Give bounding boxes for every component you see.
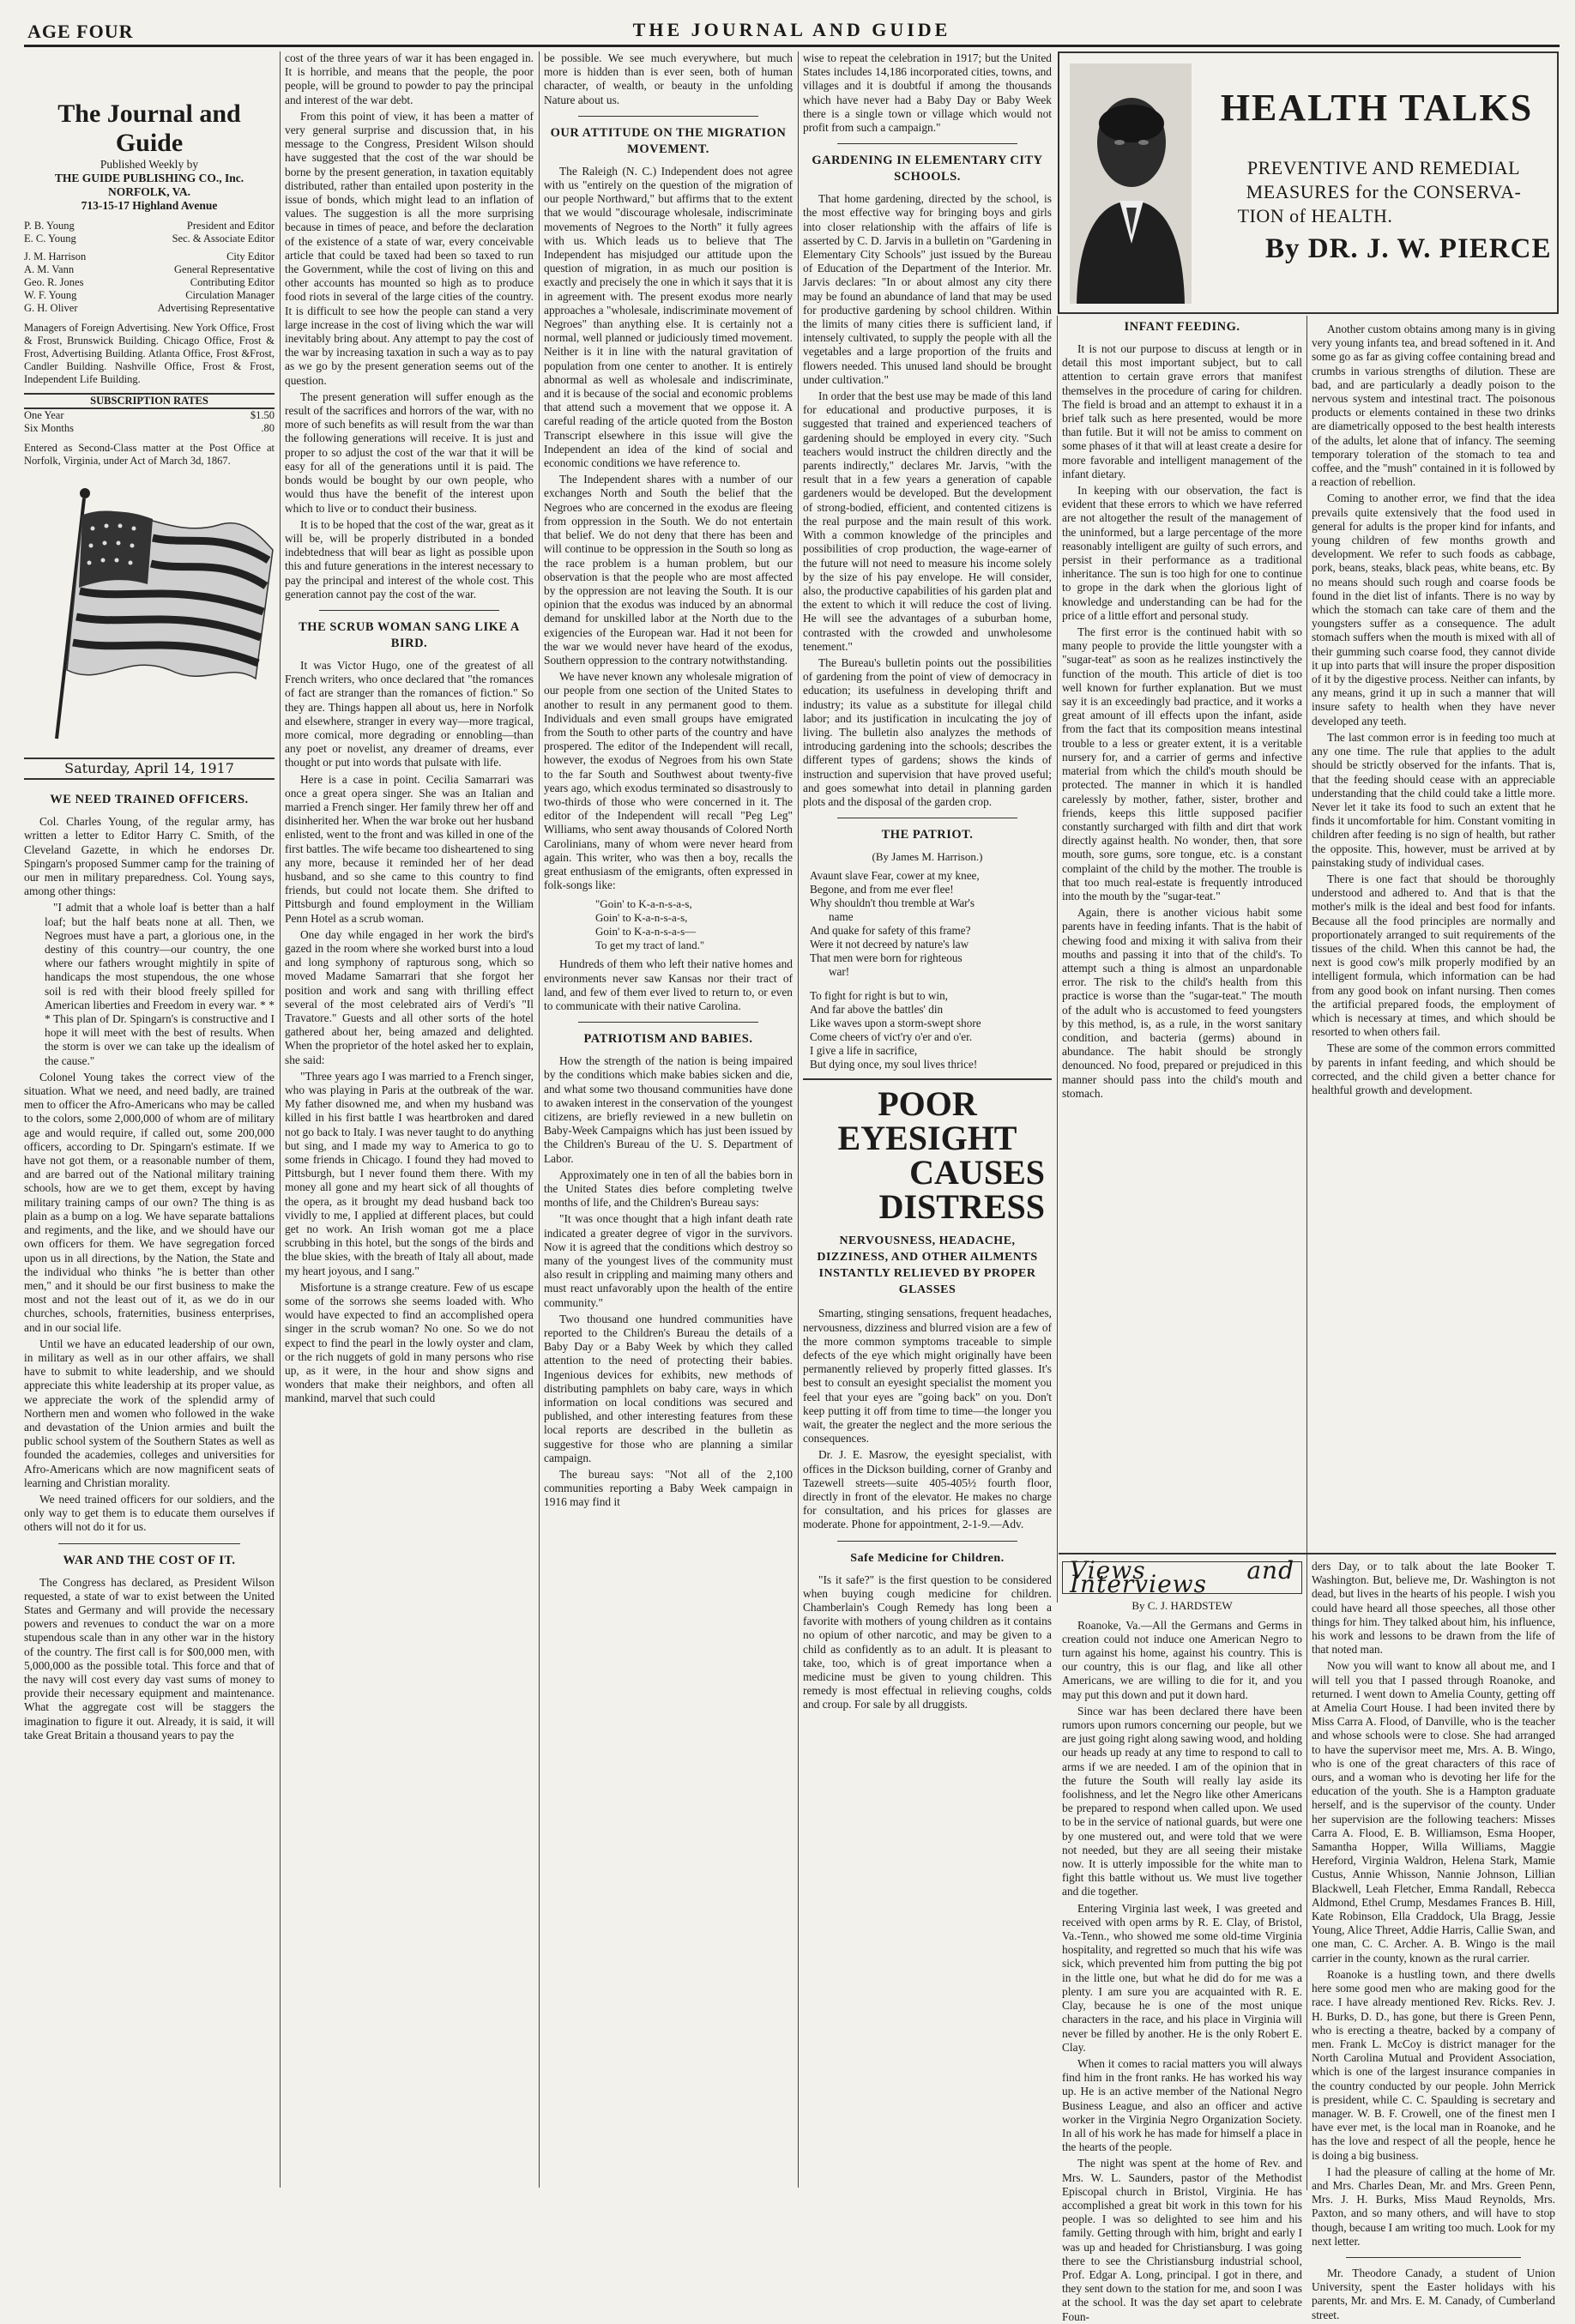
- article-paragraph: The bureau says: "Not all of the 2,100 communities reporting a Baby Week campaign in 1916 may find it: [544, 1468, 793, 1509]
- staff-row: P. B. Young President and Editor: [24, 220, 275, 232]
- headline-patriot-poem: THE PATRIOT.: [881, 828, 974, 842]
- article-quote: "I admit that a whole loaf is better than a half loaf; but the half beats none at all. Then, we Negroes must have a part, a glorious one, in the destiny of this country—our country, the one where our fathers wrought mightily in spite of handicaps the most stupendous, the one whose soil is red with their blood freely spilled for American liberties and Freedom in every war. * * * This plan of Dr. Spingarn's is constructive and I hope it will meet with the best of results. When the storm is over we can take up the idealism of the cause.": [45, 901, 275, 1067]
- divider: [58, 1543, 240, 1544]
- headline-scrub-woman: THE SCRUB WOMAN SANG LIKE A BIRD.: [299, 619, 520, 650]
- headline-safe-medicine: Safe Medicine for Children.: [850, 1551, 1005, 1565]
- article-paragraph: The Independent shares with a number of our exchanges North and South the belief that the Negroes who are concerned in the exodus are fleeing from oppression in the South. We do not entertain that belief. We do not deny that there has been and will continue to be oppression in the South so long as the race problem is a human problem, but our observation is that the people who are most affected by the oppression are not leaving the South. It is our opinion that the exodus was induced by an abnormal demand for unskilled labor at the North due to the exigencies of the European war. Had it not been for the war we would never have heard of the exodus, Southern oppression to the contrary notwithstanding.: [544, 473, 793, 667]
- song-line: To get my tract of land.": [595, 939, 705, 952]
- views-header: [1062, 1556, 1302, 1599]
- american-flag-illustration: [24, 481, 281, 747]
- article-paragraph: Dr. J. E. Masrow, the eyesight specialist, with offices in the Dickson building, corner of Granby and Tazewell streets—suite 405-405½ fourth floor, directly in front of the elevator. He makes no charge for consultation, and his prices for glasses are moderate. Phone for appointment, 2-1-9.—Adv.: [803, 1448, 1052, 1531]
- song-line: Goin' to K-a-n-s-a-s—: [595, 925, 697, 939]
- page-number: AGE FOUR: [27, 21, 134, 42]
- staff-row: G. H. Oliver Advertising Representative: [24, 302, 275, 314]
- folio-bar: [24, 15, 1560, 47]
- poem-body: Avaunt slave Fear, cower at my knee, Begone, and from me ever flee! Why shouldn't thou tremble at War's name And quake for safety of this frame? Were it not decreed by nature's law That men were born for righteous war! To fight for right is but to win, And far above the battles' din Like waves upon a storm-swept shore Come cheers of vict'ry o'er and o'er. I give a life in sacrifice, But dying once, my soul lives thrice!: [810, 869, 981, 1071]
- article-paragraph: Colonel Young takes the correct view of the situation. What we need, and need badly, are trained men to officer the Afro-Americans who may be called to the colors, some 2,000,000 of whom are of military age and would require, if called out, some 200,000 officers, according to Dr. Spingarn's estimate. If we have not got them, or a reasonable number of them, and are barred out of the National military training schools, how are we to get them, except by having military training camps of our own? The thing is as plain as a bump on a log. We have separate battalions and regiments, and the like, and we should have our own officers for them. We have segregation forced upon us in all directions, by the Nation, the State and the individual who thinks "he is better than other men," and it should be our first business to make the most and not the least out of it, as we do in our churches, schools, fraternities, business enterprises, and in our social life.: [24, 1070, 275, 1334]
- eyesight-ad-title: POOR EYESIGHT CAUSES DISTRESS: [837, 1084, 1045, 1227]
- column-4: [803, 51, 1052, 2188]
- column-7: [1062, 1556, 1302, 2323]
- article-paragraph: Mr. Theodore Canady, a student of Union University, spent the Easter holidays with his parents, Mr. and Mrs. E. M. Canady, of Cumberland street.: [1312, 2266, 1555, 2321]
- headline-gardening: GARDENING IN ELEMENTARY CITY SCHOOLS.: [812, 154, 1043, 184]
- headline-infant-feeding: INFANT FEEDING.: [1124, 320, 1240, 334]
- article-paragraph: We need trained officers for our soldiers, and the only way to get them is to educate them ourselves if others will not do it for us.: [24, 1492, 275, 1534]
- article-paragraph: be possible. We see much everywhere, but much more is hidden than is ever seen, both of human character, of wealth, or beauty in the unfolding Nature about us.: [544, 51, 793, 106]
- folk-song: [544, 897, 793, 952]
- health-talks-byline: By DR. J. W. PIERCE: [1265, 233, 1552, 264]
- subscription-rates: [24, 393, 275, 435]
- staff-row: E. C. Young Sec. & Associate Editor: [24, 232, 275, 244]
- article-paragraph: The night was spent at the home of Rev. and Mrs. W. L. Saunders, pastor of the Methodist Episcopal church in Bristol, Virginia. He has accomplished a great bit work in this town for his people. I was so delighted to see him and his family. Getting through with him, bright and early I was up and headed for Christiansburg. I was going there to see the Christiansburg industrial school, Prof. Edgar A. Long, principal. I got in there, and they sent down to the station for me, and soon I was at the school. It was the day set apart to celebrate Foun-: [1062, 2157, 1302, 2323]
- article-paragraph: Another custom obtains among many is in giving very young infants tea, and bread softened in it. And some go as far as giving coffee containing bread and crumbs in various strengths of dilution. These are bad, and are particularly a deadly poison to the nervous system and intestinal tract. The poisonous products or elements contained in these two drinks are diametrically opposed to the best health interests of the adults, let alone that of infancy. The seeming temporary toleration of the stomach to tea and coffee, and the "mush" contained in it is followed by a reaction of rebellion.: [1312, 323, 1555, 489]
- divider: [578, 1022, 758, 1023]
- article-paragraph: "Is it safe?" is the first question to be considered when buying cough medicine for children. Chamberlain's Cough Remedy has long been a favorite with mothers of young children as it contains no opium of other narcotic, and may be given to a child as confidently as to an adult. It is pleasant to take, too, which is of great importance when a medicine must be given to young children. This remedy is most effectual in relieving coughs, colds and croup. For sale by all druggists.: [803, 1572, 1052, 1711]
- divider: [837, 1541, 1017, 1542]
- article-paragraph: The Bureau's bulletin points out the possibilities of gardening from the point of view of democracy in education; its usefulness in developing thrift and industry; its value as a substitute for illegal child labor; and its justification in inculcating the joy of living. The bulletin also analyzes the methods of introducing gardening into the schools; describes the different types of gardens; shows the kinds of instruction and supervision that have proved useful; and goes somewhat into detail in planning garden plots and the disposal of the garden crop.: [803, 655, 1052, 808]
- article-paragraph: Coming to another error, we find that the idea prevails quite extensively that the food used in general for adults is the proper kind for infants, and young children of few months growth and development. We refer to such foods as cabbage, pork, beans, steaks, black peas, white beans, etc. By no means should such rough and coarse foods be found in the diet list of infants. There is no way by which the stomach can take care of them and the youngsters suffer as a consequence. The adult stomach suffers when the mouth is mixed with all of their gumming such coarse food, they cannot divide it up into parts that will insure the proper disposition of it by the digestive process. Neither can infants, by any means, grind it up in such a manner that will insure safety to health when they have never developed any teeth.: [1312, 492, 1555, 727]
- article-paragraph: wise to repeat the celebration in 1917; but the United States includes 14,186 incorporated cities, towns, and villages and it is doubtful if among the thousands which have never had a Baby Day or Baby Week there is a single town or village which would not profit from such a campaign.": [803, 51, 1052, 135]
- article-paragraph: In order that the best use may be made of this land for educational and productive purposes, it is suggested that trained and experienced teachers of gardening should be employed in every city. "Such teachers would instruct the children directly and the parents indirectly," declares Mr. Jarvis, "with the result that in a few years a generation of capable gardeners would be developed. But the development of strong-bodied, efficient, and contented citizens is the real purpose and the main result of this work. With a common knowledge of the principles and possibilities of crop production, the wage-earner of the future will not need to measure his income solely by the size of his pay envelope. He will consider, also, the productive capabilities of his garden plat and the extent to which it will reduce the cost of living. He will see the advantages of a suburban home, contrasted with the crowded and unwholesome tenement.": [803, 389, 1052, 653]
- health-talks-title: HEALTH TALKS: [1220, 87, 1534, 129]
- column-rule: [1306, 1560, 1307, 2190]
- advertising-agents: Managers of Foreign Advertising. New York Office, Frost & Frost, Brunswick Building. Chicago Office, Frost & Frost, Advertising Building. Atlanta Office, Frost &Frost, Candler Building. Nashville Office, Frost & Frost, Independent Life Building.: [24, 322, 275, 385]
- article-paragraph: Here is a case in point. Cecilia Samarrari was once a great opera singer. She was an Italian and married a French singer. Her family threw her off and disinherited her. When the war broke out her husband enlisted, went to the front and was killed in one of the first battles. The wife became too disheartened to sing any more, because it reminded her of her dead husband, and so she came to this country to find friends, but could not locate them. She drifted to Pittsburgh and found employment in the William Penn Hotel as a scrub woman.: [285, 772, 534, 925]
- rates-title: SUBSCRIPTION RATES: [24, 393, 275, 409]
- divider: [803, 1078, 1052, 1080]
- column-rule: [798, 51, 799, 2188]
- health-talks-banner: [1058, 51, 1559, 314]
- song-line: "Goin' to K-a-n-s-a-s,: [595, 897, 692, 911]
- staff-row: J. M. Harrison City Editor: [24, 251, 275, 263]
- views-byline: By C. J. HARDSTEW: [1131, 1599, 1233, 1613]
- flag-icon: [24, 481, 281, 747]
- headline-patriotism: PATRIOTISM AND BABIES.: [583, 1032, 753, 1047]
- article-paragraph: One day while engaged in her work the bird's gazed in the room where she worked burst into a loud and long symphony of rapturous song, which so moved Madame Samarrari that she forgot her position and work and sang with thrilling effect several of the most celebrated airs of Verdi's "Il Travatore." Guests and all other sorts of the hotel gathered about her, being amazed and delighted. When the proprietor of the hotel asked her to explain, she said:: [285, 927, 534, 1066]
- column-5: [1062, 317, 1302, 1544]
- article-paragraph: Roanoke is a hustling town, and there dwells here some good men who are making good for the race. I have already mentioned Rev. Ricks. Rev. J. H. Burks, D. D., has gone, but there is Green Penn, who is erecting a theatre, backed by a company of men. Frank L. McCoy is district manager for the North Carolina Mutual and Provident Association, which is one of the largest insurance companies in the country conducted by our people. John Merrick is president, while C. C. Spaulding is secretary and manager. W. B. F. Crowell, one of the finest men I have ever met, is the local man in Roanoke, and he has the love and respect of all the people, hence he is doing a big business.: [1312, 1967, 1555, 2162]
- article-paragraph: Entering Virginia last week, I was greeted and received with open arms by R. E. Clay, of Bristol, Va.-Tenn., who showed me some old-time Virginia hospitality, and regretted so much that his wife was sick, which prevented him from putting the big pot in the little one, but what he did do for me was a plenty. I am sure you are acquainted with R. E. Clay, because he is one of the most unique characters in the race, and his place in Virginia will never be filled by another. He is the only Robert E. Clay.: [1062, 1901, 1302, 2054]
- staff-row: W. F. Young Circulation Manager: [24, 289, 275, 301]
- staff-row: Geo. R. Jones Contributing Editor: [24, 276, 275, 288]
- poem-byline: (By James M. Harrison.): [872, 850, 983, 864]
- article-paragraph: Now you will want to know all about me, and I will tell you that I passed through Roanoke, and returned. I went down to Amelia County, getting off at Amelia Court House. I had been invited there by Miss Carra A. Flood, of Danville, who is the teacher and whose schools were to close. She had arranged to have the supervisor meet me, Mrs. A. B. Wingo, who is one of the great characters of this race of ours, and a woman who is devoting her life for the education of the youth. She is a Hampton graduate herself, and is the supervisor of the county. Under her supervision are the following teachers: Misses Carra A. Flood, E. B. Williamson, Esma Hooper, Samantha Hopper, Willa Williams, Maggie Hereford, Virginia Waldron, Helena Stark, Mamie Custus, Annie Whisson, Nannie Johnson, Lillian Blackwell, Leah Fletcher, Emma Randall, Rebecca Aldmond, Ethel Crump, Mesdames Frances B. Hill, Kate Robinson, Ella Craddock, Ula Bragg, Jessie Young, Alice Threet, Addie Harris, Callie Swan, and one man, C. C. Archer. A. B. Wingo is the mail carrier in the county, known as the rural carrier.: [1312, 1659, 1555, 1965]
- article-paragraph: Misfortune is a strange creature. Few of us escape some of the sorrows she seems loaded with. Who would have expected to find an accomplished opera singer in the scrub woman? No one. So we do not expect to find the pearl in the lowly oyster and clam, or the rich nuggets of gold in many persons who rise up, as it were, in the hour and show signs and wonders that make their neighbors, and often all mankind, marvel that such could: [285, 1280, 534, 1405]
- divider: [319, 610, 499, 611]
- article-paragraph: It is not our purpose to discuss at length or in detail this most important subject, but to call attention to certain grave errors that manifest themselves in the procedure of caring for children. The field is broad and an attempt to exhaust it in a brief talk such as here presented, would be more than futile. But it will not be amiss to comment on some phases of it that will at least create a desire for more favorable and intelligent management of the infant dietary.: [1062, 342, 1302, 480]
- article-paragraph: The Raleigh (N. C.) Independent does not agree with us "entirely on the question of the migration of our people Northward," but affirms that to the extent that we would "discourage wholesale, indiscriminate movements of Negroes to the North" it fully agrees with us. Which leads us to believe that The Independent has misjudged our attitude upon the question of migration, in as much our position is exactly and precisely the one in which it says that it is in agreement with. The present exodus more nearly approaches a "wholesale, indiscriminate movement of Negroes" than anything else. It is certainly not a normal, well planned or judiciously timed movement. Neither is it in line with the natural gravitation of population from one center to another. It is entirely abnormal as well as wholesale and indiscriminate, and it is because of the social and economic problems that attend such a movement that we oppose it. A careful reading of the article quoted from the Boston Transcript elsewhere in this issue will give the Independent an idea of the kind of social and economic conditions we have reference to.: [544, 164, 793, 470]
- article-paragraph: That home gardening, directed by the school, is the most effective way for bringing boys and girls into closer relationship with the affairs of life is asserted by C. D. Jarvis in a bulletin on "Gardening in Elementary City Schools" just issued by the Bureau of Education of the Department of the Interior. Mr. Jarvis declares: "In or about almost any city there may be found an abundance of land that may be used for productive gardening by school children. Within the limits of many cities there is sufficient land, if intensely cultivated, to supply the people with all the vegetables and a large proportion of the fruits and flowers needed. This unused land should be brought under cultivation.": [803, 192, 1052, 386]
- article-paragraph: "It was once thought that a high infant death rate indicated a greater degree of vigor in the survivors. Now it is agreed that the conditions which destroy so many of the youngest lives of the community must also result in crippling and maiming many others and must react unfavorably upon the health of the entire community.": [544, 1212, 793, 1309]
- masthead-title: The Journal and Guide: [57, 100, 241, 157]
- masthead-address: 713-15-17 Highland Avenue: [81, 199, 218, 212]
- article-paragraph: It was Victor Hugo, one of the greatest of all French writers, who once declared that "the romances of fact are stranger than the romances of fiction." So they are. Things happen all about us, here in Norfolk and elsewhere, stranger in every way—more tragical, more comical, more degrading or ennobling—than any poet or novelist, any dreamer of dreams, ever thought or put into words that pulsate with life.: [285, 658, 534, 770]
- article-paragraph: From this point of view, it has been a matter of very general surprise and discussion that, in his message to the Congress, President Wilson should have suggested that the cost of the war should be borne by the present generation, in taxation equitably distributed, rather than entailed upon posterity in the issue of bonds, which might lead to an inflation of values. The suggestion is all the more surprising because in times of peace, and before the declaration of the existence of a state of war, every conceivable article that could be taxed had been so taxed to run the Government, while the cost of living on this and other accounts has mounted so high as to produce food riots in several of the large cities of the country. It is difficult to see how the people can stand a very large increase in the cost of living which the war will inevitably bring about. Any attempt to pay the cost of the war by increasing taxation in such a way as to pay as we go by the present generation seems out of the question.: [285, 109, 534, 387]
- divider: [578, 116, 758, 117]
- article-paragraph: Approximately one in ten of all the babies born in the United States dies before completing twelve months of life, and the Children's Bureau says:: [544, 1168, 793, 1210]
- article-paragraph: In keeping with our observation, the fact is evident that these errors to which we have referred are not altogether the result of the management of the uninformed, but a large percentage of the more reasonably intelligent are guilty of such errors, and persist in their performance as a traditional inheritance. The sun is too high for one to continue to grope in the dark when the glorious light of knowledge and understanding can be had for the price of a little effort and personal study.: [1062, 484, 1302, 622]
- article-paragraph: The present generation will suffer enough as the result of the sacrifices and horrors of the war, with no more of such benefits as will result from the war than the following generations will receive. It is just and proper to so adjust the cost of the war that it will be easy for all of the generations until it is paid. The bonds would be bought by our own people, who would thus have the benefit of the interest upon which to live or to conduct their business.: [285, 389, 534, 515]
- column-rule: [280, 51, 281, 2188]
- column-6: [1312, 317, 1555, 1544]
- rate-row: One Year $1.50: [24, 409, 275, 421]
- column-1: [24, 51, 275, 2188]
- views-divider: [1059, 1553, 1556, 1554]
- article-paragraph: There is one fact that should be thoroughly understood and adhered to. And that is that the mother's milk is the ideal and best food for infants. Because all the food principles are normally and proportionately arranged to suit requirements of the tissues of the child. When this cannot be had, the next is good cow's milk properly modified by an intelligent formula, which information can be had from any good book on infant nursing. Then comes the artificial prepared foods, the employment of which is necessary at times, and which should be resorted to when others fail.: [1312, 872, 1555, 1039]
- column-2: [285, 51, 534, 2188]
- article-paragraph: Again, there is another vicious habit some parents have in feeding infants. That is the habit of chewing food and mixing it with saliva from their mouths and passing it into that of the child's. To attempt such a thing is almost an unpardonable error. The risk to the child's health from this practice is worse than the "sugar-teat." The mouth of the adult who is accustomed to feed youngsters by this method, is, as a rule, in the worst sanitary condition, and bacteria (germs) abound in abundance. The habit should be strongly denounced. No food, prepared or prejudiced in this manner should pass into the child's mouth and stomach.: [1062, 906, 1302, 1100]
- article-paragraph: The first error is the continued habit with so many people to provide the little youngster with a "sugar-teat" as soon as he realizes instinctively the function of the mouth. This article of diet is too well known for further explanation. But we must say it is an exceedingly bad practice, and it works a great amount of ill effects upon the infant, aside from the fact that its composition means intestinal trouble to a less or greater extent, it is a veritable nursery for, and a carrier of germs and infective material from which the child's mouth should be protected. The manner in which it is handled carelessly by mother, father, sister, brother and friends, keeps this little supposed pacifier constantly surcharged with filth and dirt that work directly against health. No wonder, then, that sore mouth, sore gums, sore tongue, etc. is a constant complaint of the child by the mother. The trouble is that too much real-estate is frequently introduced into the mouth by the "sugar-teat.": [1062, 625, 1302, 902]
- article-paragraph: "Three years ago I was married to a French singer, who was playing in Paris at the outbreak of the war. My father disowned me, and when my husband was killed in his first battle I was heartbroken and dared not go back to Italy. I was never taught to do anything but sing, and I made my way to America to go to some friends in Chicago. I found they had moved to Pittsburgh, but I never found them there. With my money all gone and my heart sick of all thoughts of the opera, as it brought my dead husband back too vividly to me, I applied at different places, but could get no work. An Irish woman got me a place scrubbing in this hotel, but the songs of the birds and the blue skies, with the breath of Italy all about, made my heart joyous, and I sang.": [285, 1069, 534, 1277]
- divider: [837, 143, 1017, 144]
- article-paragraph: When it comes to racial matters you will always find him in the front ranks. He has worked his way up. He is an active member of the National Negro Business League, and also an officer and active worker in the Virginia Negro Organization Society. In all of his work he has made for himself a place in the hearts of the people.: [1062, 2056, 1302, 2154]
- headline-war-cost: WAR AND THE COST OF IT.: [63, 1553, 236, 1567]
- article-paragraph: cost of the three years of war it has been engaged in. It is horrible, and means that the people, the poor people, will be ground to powder to pay the principal and interest of the war debt.: [285, 51, 534, 106]
- article-paragraph: Until we have an educated leadership of our own, in military as well as in our other affairs, we shall have to submit to white leadership, and we should appreciate this white leadership at its proper value, as we appreciate the work of the splendid army of Northern men and women who followed in the wake and devastation of the Union armies and built the public school system of the Southern States as well as founded the academies, colleges and universities for Afro-Americans which are now magnificent seats of learning and Christian morality.: [24, 1337, 275, 1489]
- column-rule: [1306, 316, 1307, 1594]
- masthead-city: NORFOLK, VA.: [108, 185, 190, 198]
- doctor-portrait-icon: [1070, 63, 1192, 304]
- article-paragraph: ders Day, or to talk about the late Booker T. Washington. But, believe me, Dr. Washington is not dead, but lives in the hearts of his people. I wish you could have heard all those speeches, all those other things for him. They talked about him, his influence, his work and lessons to be drawn from the life of that noted man.: [1312, 1560, 1555, 1657]
- song-line: Goin' to K-a-n-s-a-s,: [595, 911, 688, 925]
- article-paragraph: The Congress has declared, as President Wilson requested, a state of war to exist between the United States and Germany and will provide the necessary powers and revenues to conduct the war on a more stupendous scale than in any other war in the history of the country. The first call is for $00,000 men, with 5,000,000 as the possible total. This force and that of the navy will cost every day vast sums of money to provide their necessary equipment and maintenance. What the aggregate cost will be staggers the imagination to figure it out. Already, it is said, it will take Great Britain a thousand years to pay the: [24, 1575, 275, 1741]
- headline-trained-officers: WE NEED TRAINED OFFICERS.: [50, 793, 249, 807]
- article-paragraph: Smarting, stinging sensations, frequent headaches, nervousness, dizziness and blurred vision are a few of the more common symptoms traceable to simple defects of the eye which might originally have been permanently relieved by properly fitted glasses. It's best to consult an eyesight specialist the moment you feel that your eyes are "going back" on you. Don't keep putting it off from time to time—the longer you wait, the greater the neglect and the more serious the consequences.: [803, 1307, 1052, 1446]
- staff-list: [24, 220, 275, 315]
- article-paragraph: Col. Charles Young, of the regular army, has written a letter to Editor Harry C. Smith, of the Cleveland Gazette, in which he endorses Dr. Spingarn's proposed Summer camp for the training of our men in military preparedness. Col. Young says, among other things:: [24, 815, 275, 898]
- views-title: Views and Interviews: [1062, 1561, 1302, 1594]
- staff-row: A. M. Vann General Representative: [24, 263, 275, 275]
- headline-migration: OUR ATTITUDE ON THE MIGRATION MOVEMENT.: [550, 125, 787, 156]
- column-rule: [1057, 316, 1058, 1603]
- article-paragraph: I had the pleasure of calling at the home of Mr. and Mrs. Charles Dean, Mr. and Mrs. Green Penn, Mrs. J. H. Burks, Miss Maud Reynolds, Mrs. Paxton, and so many others, and will have to stop though, because I am writing too much. Look for my next letter.: [1312, 2164, 1555, 2248]
- article-paragraph: Hundreds of them who left their native homes and environments never saw Kansas nor their tract of land, and few of them ever lived to return to, or even to communicate with their native Carolina.: [544, 957, 793, 1012]
- article-paragraph: Since war has been declared there have been rumors upon rumors concerning our people, but we are just going right along sawing wood, and holding our heads up ready at any time to respond to call to arms if we are needed. I am of the opinion that in the future the South will really lay aside its foolishness, and let the Negro like other Americans be prepared to respond when called upon. We used to be in the service of national guards, but were one by one mustered out, and were told that we were not needed, but they are all seeing their mistake now. It is utterly impossible for the white man to fight this battle without us. We must live together and die together.: [1062, 1704, 1302, 1898]
- article-paragraph: How the strength of the nation is being impaired by the conditions which make babies sicken and die, and what some two thousand communities have done to awaken interest in the conservation of the youngest citizens, are briefly reviewed in a new bulletin on Baby-Week Campaigns which has just been issued by the Children's Bureau of the U. S. Department of Labor.: [544, 1054, 793, 1165]
- column-8: [1312, 1560, 1555, 2321]
- article-paragraph: Two thousand one hundred communities have reported to the Children's Bureau the details of a Baby Day or a Baby Week by which they called attention to the need of protecting their babies. Ingenious devices for exhibits, new methods of distributing pamphlets on baby care, ways in which information on local conditions was secured and published, and other interesting features from these local reports are described in the bulletin as suggestive for those who are planning a similar campaign.: [544, 1312, 793, 1464]
- newspaper-page: [24, 15, 1560, 2323]
- column-3: [544, 51, 793, 2188]
- article-paragraph: It is to be hoped that the cost of the war, great as it will be, will be properly distributed in a bonded indebtedness that will bear as light as possible upon this and future generations in the interest necessary to pay the principal and interest of the whole cost. This generation cannot pay the cost of the war.: [285, 517, 534, 601]
- issue-date: Saturday, April 14, 1917: [24, 758, 275, 780]
- entry-notice: Entered as Second-Class matter at the Post Office at Norfolk, Virginia, under Act of March 3d, 1867.: [24, 442, 275, 467]
- masthead-publisher: THE GUIDE PUBLISHING CO., Inc.: [54, 172, 244, 184]
- paper-name: THE JOURNAL AND GUIDE: [632, 19, 951, 40]
- divider: [1346, 2257, 1521, 2258]
- article-paragraph: Roanoke, Va.—All the Germans and Germs in creation could not induce one American Negro to turn against his home, against his country. This is our country, this is our flag, and like all other Americans, we are willing to die for it, and you may put this down and put it down hard.: [1062, 1618, 1302, 1701]
- article-paragraph: These are some of the common errors committed by parents in infant feeding, and which should be corrected, and the child given a better chance for healthful growth and development.: [1312, 1041, 1555, 1096]
- masthead-line1: Published Weekly by: [100, 158, 199, 171]
- column-rule: [539, 51, 540, 2188]
- article-paragraph: We have never known any wholesale migration of our people from one section of the United States to another to result in any permanent good to them. Individuals and even small groups have emigrated from the South to other parts of the country and have prospered. The editor of the Independent will recall, however, the exodus of Negroes from his own State to the far South and Southwest about twenty-five years ago, which exodus terminated so disastrously to two-thirds of those who were concerned in it. The editor of the Independent will recall "Peg Leg" Williams, who sent away thousands of Colored North Carolinians, many of whom were never heard from again. This writer, who was then a boy, recalls the great enthusiasm of the emigrants, often expressed in folk-songs like:: [544, 670, 793, 892]
- rate-row: Six Months .80: [24, 422, 275, 434]
- health-talks-subtitle: PREVENTIVE AND REMEDIAL MEASURES for the CONSERVA- TION of HEALTH.: [1237, 157, 1522, 226]
- eyesight-ad-subhead: NERVOUSNESS, HEADACHE, DIZZINESS, AND OTHER AILMENTS INSTANTLY RELIEVED BY PROPER GLASSES: [817, 1234, 1038, 1297]
- article-paragraph: The last common error is in feeding too much at any one time. The rule that applies to the adult should be strictly observed for the infants. That is, that the feeding should cease with an appreciable understanding that the child could take a little more. Never let it take its food to such an extent that he finds it uncomfortable for him. Constant vomiting in children after feeding is no sign of health, but rather the opposite. This, however, must be arrived at by painstaking study of individual cases.: [1312, 730, 1555, 869]
